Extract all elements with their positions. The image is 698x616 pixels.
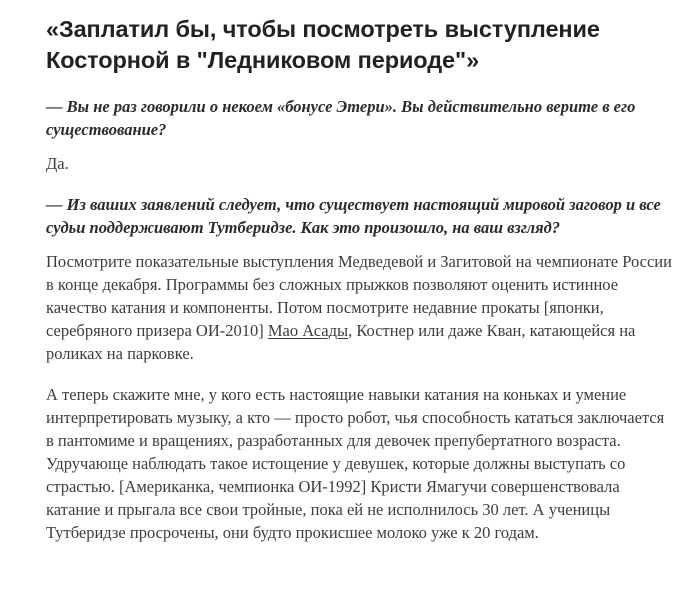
article-body	[46, 14, 676, 562]
interview-question-2: — Из ваших заявлений следует, что существует настоящий мировой заговор и все судьи поддерживают Тутберидзе. Как это произошло, на ваш взгляд?	[46, 195, 661, 237]
interview-answer-1: Да.	[46, 154, 69, 173]
interview-answer-2	[46, 250, 676, 365]
interview-question-1: — Вы не раз говорили о некоем «бонусе Этери». Вы действительно верите в его существование?	[46, 97, 636, 139]
interview-answer-3: А теперь скажите мне, у кого есть настоящие навыки катания на коньках и умение интерпретировать музыку, а кто — просто робот, чья способность кататься заключается в пантомиме и вращениях, разработанных для девочек препубертатного возраста. Удручающе наблюдать такое истощение у девушек, которые должны выступать со страстью. [Американка, чемпионка ОИ-1992] Кристи Ямагучи совершенствовала катание и прыгала все свои тройные, пока ей не исполнилось 30 лет. А ученицы Тутберидзе просрочены, они будто прокисшее молоко уже к 20 годам.	[46, 385, 665, 542]
mao-asada-link[interactable]: Мао Асады	[267, 321, 349, 340]
answer-2-text-start: Посмотрите показательные выступления Медведевой и Загитовой на чемпионате России в конце декабря. Программы без сложных прыжков позволяют оценить истинное качество катания и компоненты. Потом посмотрите недавние прокаты [японки, серебряного призера ОИ-2010]	[46, 252, 672, 340]
article-headline: «Заплатил бы, чтобы посмотреть выступление Косторной в "Ледниковом периоде"»	[46, 16, 600, 73]
answer-2-text-end: , Костнер или даже Кван, катающейся на роликах на парковке.	[46, 321, 636, 363]
